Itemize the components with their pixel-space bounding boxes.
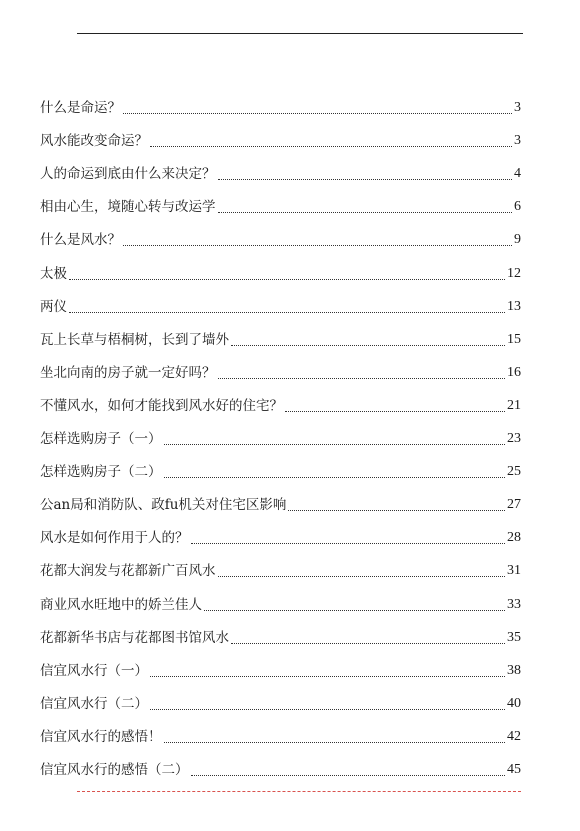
toc-entry[interactable]: [40, 580, 521, 613]
toc-entry[interactable]: [40, 249, 521, 282]
toc-entry-title: 瓦上长草与梧桐树，长到了墙外: [40, 331, 229, 348]
toc-entry-page: 28: [507, 530, 521, 546]
toc-leader-dots: [123, 231, 512, 246]
toc-entry-title: 相由心生，境随心转与改运学: [40, 199, 216, 216]
toc-entry[interactable]: [40, 647, 521, 680]
toc-leader-dots: [164, 728, 506, 743]
toc-entry[interactable]: [40, 283, 521, 316]
toc-entry-title: 商业风水旺地中的娇兰佳人: [40, 596, 202, 613]
toc-entry-title: 太极: [40, 265, 67, 282]
toc-entry-page: 9: [514, 232, 521, 248]
toc-leader-dots: [204, 596, 505, 611]
toc-entry[interactable]: [40, 349, 521, 382]
toc-entry-page: 6: [514, 199, 521, 215]
toc-entry-title: 人的命运到底由什么来决定？: [40, 166, 216, 183]
toc-entry-page: 33: [507, 596, 521, 612]
toc-entry[interactable]: [40, 713, 521, 746]
toc-leader-dots: [164, 430, 506, 445]
toc-entry-title: 怎样选购房子（一）: [40, 431, 162, 448]
toc-entry[interactable]: [40, 316, 521, 349]
toc-leader-dots: [69, 265, 505, 280]
toc-entry-page: 27: [507, 497, 521, 513]
toc-entry[interactable]: [40, 481, 521, 514]
toc-leader-dots: [218, 165, 513, 180]
toc-entry-page: 4: [514, 166, 521, 182]
toc-entry-title: 坐北向南的房子就一定好吗？: [40, 364, 216, 381]
toc-entry-page: 25: [507, 464, 521, 480]
toc-entry-page: 15: [507, 331, 521, 347]
toc-entry-page: 16: [507, 364, 521, 380]
toc-leader-dots: [231, 629, 505, 644]
toc-leader-dots: [150, 132, 512, 147]
toc-entry[interactable]: [40, 84, 521, 117]
toc-entry-title: 花都新华书店与花都图书馆风水: [40, 629, 229, 646]
toc-entry-title: 信宜风水行（二）: [40, 695, 148, 712]
toc-entry-title: 什么是命运？: [40, 100, 121, 117]
toc-leader-dots: [164, 463, 506, 478]
toc-entry-title: 风水能改变命运？: [40, 133, 148, 150]
toc-leader-dots: [231, 331, 505, 346]
toc-leader-dots: [150, 695, 505, 710]
toc-entry-page: 40: [507, 695, 521, 711]
toc-entry-title: 花都大润发与花都新广百风水: [40, 563, 216, 580]
toc-entry-page: 12: [507, 265, 521, 281]
footer-rule: [77, 791, 521, 792]
toc-entry[interactable]: [40, 680, 521, 713]
toc-entry[interactable]: [40, 382, 521, 415]
toc-entry[interactable]: [40, 415, 521, 448]
toc-entry-page: 3: [514, 100, 521, 116]
toc-entry-page: 38: [507, 662, 521, 678]
toc-entry[interactable]: [40, 514, 521, 547]
toc-entry[interactable]: [40, 746, 521, 779]
toc-leader-dots: [288, 496, 505, 511]
toc-entry[interactable]: [40, 216, 521, 249]
toc-leader-dots: [150, 662, 505, 677]
toc-entry[interactable]: [40, 183, 521, 216]
toc-entry-title: 信宜风水行（一）: [40, 662, 148, 679]
toc-leader-dots: [285, 397, 505, 412]
toc-entry-title: 信宜风水行的感悟（二）: [40, 761, 189, 778]
toc-entry[interactable]: [40, 547, 521, 580]
toc-entry-page: 13: [507, 298, 521, 314]
toc-entry-page: 21: [507, 397, 521, 413]
toc-entry-title: 什么是风水？: [40, 232, 121, 249]
toc-leader-dots: [191, 529, 506, 544]
toc-leader-dots: [218, 364, 506, 379]
toc-leader-dots: [218, 562, 506, 577]
toc-entry-title: 信宜风水行的感悟！: [40, 728, 162, 745]
toc-leader-dots: [191, 761, 506, 776]
toc-entry-page: 23: [507, 431, 521, 447]
toc-entry-page: 31: [507, 563, 521, 579]
toc-entry[interactable]: [40, 614, 521, 647]
toc-entry[interactable]: [40, 448, 521, 481]
toc-leader-dots: [218, 198, 513, 213]
toc-entry-page: 42: [507, 728, 521, 744]
toc-entry[interactable]: [40, 150, 521, 183]
toc-entry-title: 两仪: [40, 298, 67, 315]
toc-entry-title: 不懂风水，如何才能找到风水好的住宅？: [40, 397, 283, 414]
toc-entry-page: 35: [507, 629, 521, 645]
header-rule: [77, 33, 523, 34]
toc-entry[interactable]: [40, 117, 521, 150]
toc-entry-page: 3: [514, 133, 521, 149]
toc-entry-title: 怎样选购房子（二）: [40, 464, 162, 481]
table-of-contents: [40, 84, 521, 779]
toc-entry-page: 45: [507, 761, 521, 777]
toc-entry-title: 公an局和消防队、政fu机关对住宅区影响: [40, 497, 287, 514]
toc-leader-dots: [123, 99, 512, 114]
toc-leader-dots: [69, 298, 505, 313]
toc-entry-title: 风水是如何作用于人的？: [40, 530, 189, 547]
